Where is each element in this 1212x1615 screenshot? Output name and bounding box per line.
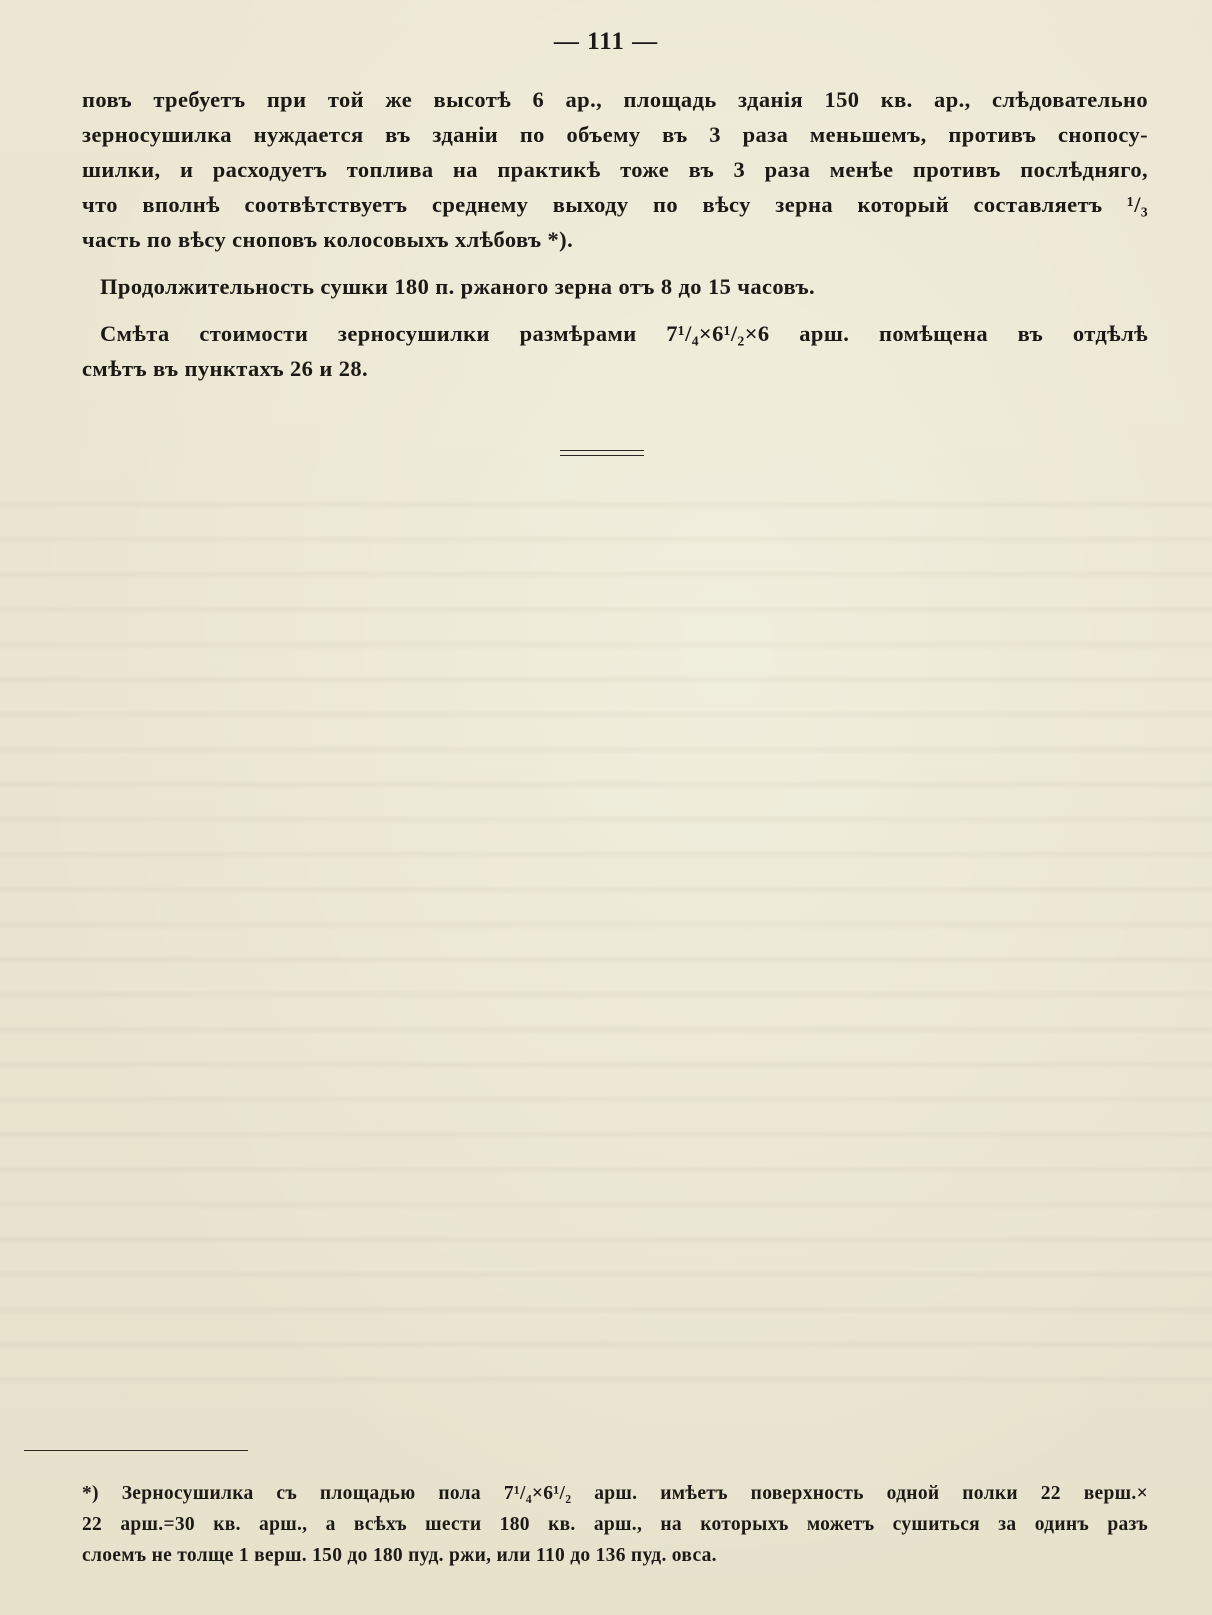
text-line: что вполнѣ соотвѣтствуетъ среднему выходу по вѣсу зерна который составляетъ ¹/₃ (82, 192, 1148, 217)
footnote-line: слоемъ не толще 1 верш. 150 до 180 пуд. ржи, или 110 до 136 пуд. овса. (82, 1545, 717, 1566)
paragraph-3 (82, 316, 1148, 386)
text-line: Смѣта стоимости зерносушилки размѣрами 7¹/₄×6¹/₂×6 арш. помѣщена въ отдѣлѣ (100, 321, 1148, 346)
paragraph-2 (82, 269, 1148, 304)
text-line: часть по вѣсу сноповъ колосовыхъ хлѣбовъ *). (82, 227, 574, 252)
text-line: Продолжительность сушки 180 п. ржаного зерна отъ 8 до 15 часовъ. (100, 274, 816, 299)
footnote-line: 22 арш.=30 кв. арш., а всѣхъ шести 180 кв. арш., на которыхъ можетъ сушиться за одинъ разъ (82, 1514, 1148, 1535)
page-number: — 111 — (553, 28, 659, 55)
section-divider (560, 450, 644, 456)
text-line: шилки, и расходуетъ топлива на практикѣ тоже въ 3 раза менѣе противъ послѣдняго, (82, 157, 1148, 182)
paragraph-1 (82, 82, 1148, 257)
text-line: смѣтъ въ пунктахъ 26 и 28. (82, 356, 369, 381)
show-through-texture (0, 480, 1212, 1400)
footnote (82, 1478, 1148, 1571)
text-line: зерносушилка нуждается въ зданіи по объему въ 3 раза меньшемъ, противъ снопосу- (82, 122, 1148, 147)
main-text (82, 82, 1148, 386)
footnote-rule (24, 1450, 248, 1451)
footnote-line: *) Зерносушилка съ площадью пола 7¹/₄×6¹/₂ арш. имѣетъ поверхность одной полки 22 верш.× (82, 1483, 1148, 1504)
text-line: повъ требуетъ при той же высотѣ 6 ар., площадь зданія 150 кв. ар., слѣдовательно (82, 87, 1148, 112)
